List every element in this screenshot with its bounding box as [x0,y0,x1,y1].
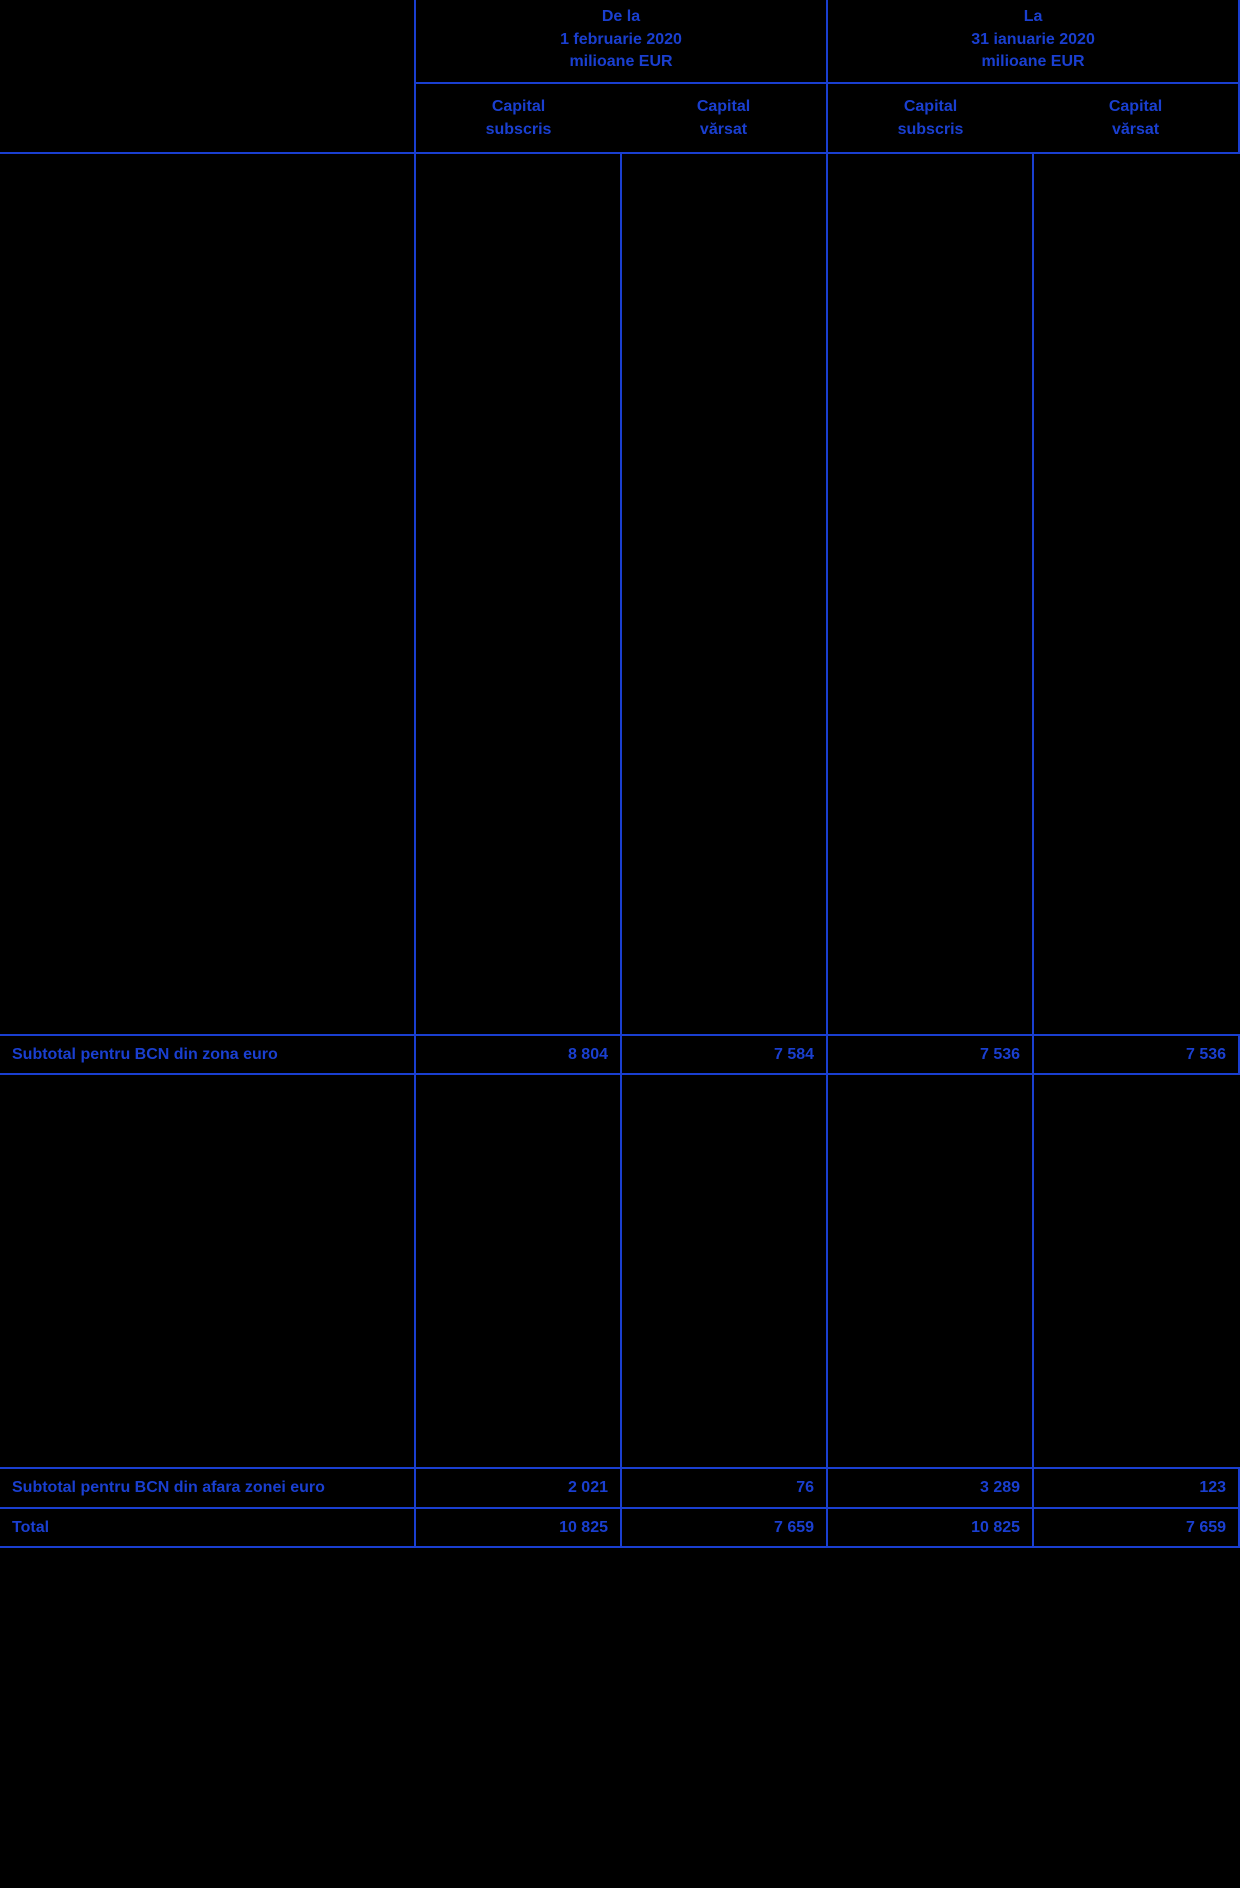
non-euro-area-ncb-col1-blank [415,1074,621,1468]
row-value-total-subscris-at: 10 825 [827,1508,1033,1548]
row-label-subtotal-non-euro-area: Subtotal pentru BCN din afara zonei euro [0,1468,415,1508]
row-value-subtotal-euro-area-subscris-from: 8 804 [415,1035,621,1075]
non-euro-area-ncb-col2-blank [621,1074,827,1468]
row-value-total-varsat-from: 7 659 [621,1508,827,1548]
non-euro-area-ncb-labels-blank [0,1074,415,1468]
table-row [0,1035,1239,1075]
subheader-line1: Capital [903,98,958,116]
table-row [0,1468,1239,1508]
row-value-total-subscris-from: 10 825 [415,1508,621,1548]
euro-area-ncb-col2-blank [621,153,827,1035]
euro-area-ncb-col4-blank [1033,153,1239,1035]
euro-area-ncb-labels-blank [0,153,415,1035]
subheader-line1: Capital [491,98,546,116]
euro-area-ncb-col3-blank [827,153,1033,1035]
subheader-capital-subscris-from [415,83,621,152]
table-row [0,1508,1239,1548]
row-value-subtotal-euro-area-subscris-at: 7 536 [827,1035,1033,1075]
row-value-subtotal-euro-area-varsat-at: 7 536 [1033,1035,1239,1075]
row-value-total-varsat-at: 7 659 [1033,1508,1239,1548]
group-at-line3: milioane EUR [981,53,1085,71]
subheader-corner-blank [0,83,415,152]
header-corner-blank [0,0,415,83]
row-label-subtotal-euro-area: Subtotal pentru BCN din zona euro [0,1035,415,1075]
subheader-line2: vărsat [699,120,748,138]
table-subheader-row [0,83,1239,152]
subheader-capital-varsat-from [621,83,827,152]
table-group-header-row [0,0,1239,83]
row-value-subtotal-euro-area-varsat-from: 7 584 [621,1035,827,1075]
group-from-line3: milioane EUR [569,53,673,71]
row-value-subtotal-non-euro-area-subscris-at: 3 289 [827,1468,1033,1508]
subheader-capital-varsat-at [1033,83,1239,152]
group-from-line2: 1 februarie 2020 [560,30,682,48]
subheader-line1: Capital [696,98,751,116]
euro-area-ncb-block [0,153,1239,1035]
euro-area-ncb-col1-blank [415,153,621,1035]
subheader-line2: subscris [897,120,964,138]
group-at-line2: 31 ianuarie 2020 [971,30,1095,48]
subheader-capital-subscris-at [827,83,1033,152]
row-value-subtotal-non-euro-area-varsat-at: 123 [1033,1468,1239,1508]
subheader-line2: vărsat [1111,120,1160,138]
group-from-line1: De la [601,8,641,25]
subheader-line2: subscris [485,120,552,138]
subheader-line1: Capital [1108,98,1163,116]
column-group-at [827,0,1239,83]
row-value-subtotal-non-euro-area-varsat-from: 76 [621,1468,827,1508]
column-group-from [415,0,827,83]
non-euro-area-ncb-col3-blank [827,1074,1033,1468]
non-euro-area-ncb-block [0,1074,1239,1468]
row-value-subtotal-non-euro-area-subscris-from: 2 021 [415,1468,621,1508]
non-euro-area-ncb-col4-blank [1033,1074,1239,1468]
group-at-line1: La [1023,8,1043,25]
row-label-total: Total [0,1508,415,1548]
